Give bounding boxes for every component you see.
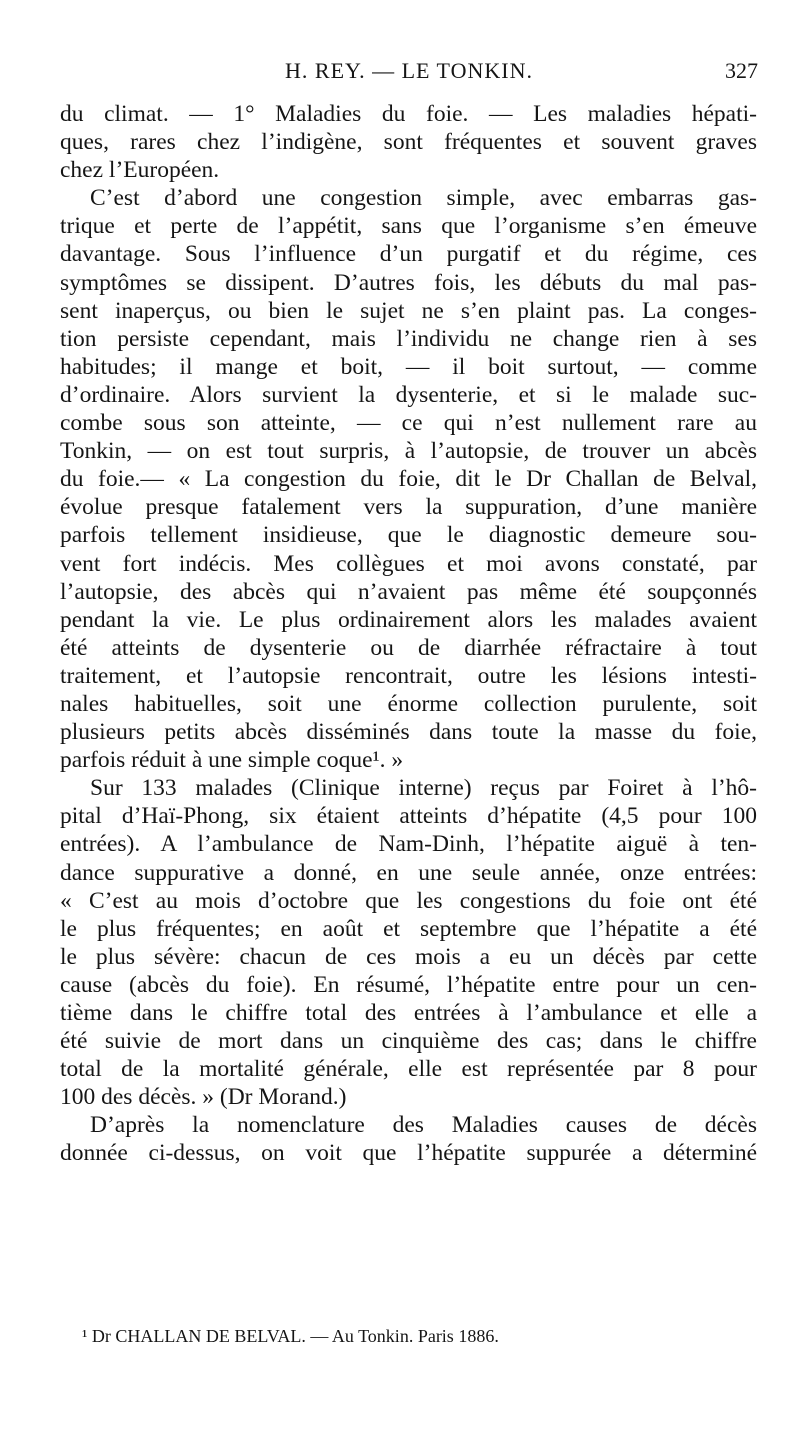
text-line: été suivie de mort dans un cinquième des cas; dans le chiffre bbox=[60, 1028, 757, 1055]
text-line: Sur 133 malades (Clinique interne) reçus par Foiret à l’hô- bbox=[90, 775, 757, 802]
text-line: du climat. — 1° Maladies du foie. — Les maladies hépati- bbox=[60, 101, 757, 127]
text-line: ques, rares chez l’indigène, sont fréquentes et souvent graves bbox=[60, 129, 757, 156]
text-line: d’ordinaire. Alors survient la dysenterie, et si le malade suc- bbox=[60, 381, 757, 408]
text-line: total de la mortalité générale, elle est représentée par 8 pour bbox=[60, 1056, 757, 1083]
body-text bbox=[60, 100, 757, 1168]
text-line: combe sous son atteinte, — ce qui n’est nullement rare au bbox=[60, 410, 757, 437]
text-line: entrées). A l’ambulance de Nam-Dinh, l’hépatite aiguë à ten- bbox=[60, 831, 757, 858]
text-line: le plus fréquentes; en août et septembre que l’hépatite a été bbox=[60, 915, 757, 942]
text-line: été atteints de dysenterie ou de diarrhée réfractaire à tout bbox=[60, 634, 757, 661]
text-line: tième dans le chiffre total des entrées à l’ambulance et elle a bbox=[60, 1000, 757, 1026]
text-line: trique et perte de l’appétit, sans que l’organisme s’en émeuve bbox=[60, 213, 757, 240]
text-line: l’autopsie, des abcès qui n’avaient pas même été soupçonnés bbox=[60, 578, 757, 605]
text-line: chez l’Européen. bbox=[60, 157, 220, 184]
text-line: dance suppurative a donné, en une seule année, onze entrées: bbox=[60, 859, 757, 886]
text-line: davantage. Sous l’influence d’un purgatif et du régime, ces bbox=[60, 241, 757, 268]
text-line: donnée ci-dessus, on voit que l’hépatite suppurée a déterminé bbox=[60, 1140, 757, 1167]
text-line: « C’est au mois d’octobre que les congestions du foie ont été bbox=[60, 887, 757, 914]
text-line: parfois tellement insidieuse, que le diagnostic demeure sou- bbox=[60, 522, 757, 549]
text-line: pital d’Haï-Phong, six étaient atteints d’hépatite (4,5 pour 100 bbox=[60, 803, 757, 830]
text-line: pendant la vie. Le plus ordinairement alors les malades avaient bbox=[60, 606, 757, 633]
text-line: traitement, et l’autopsie rencontrait, outre les lésions intesti- bbox=[60, 662, 757, 689]
text-line: parfois réduit à une simple coque¹. » bbox=[60, 747, 404, 774]
text-line: symptômes se dissipent. D’autres fois, les débuts du mal pas- bbox=[60, 269, 757, 296]
text-line: 100 des décès. » (Dr Morand.) bbox=[60, 1084, 347, 1111]
page-number: 327 bbox=[725, 58, 758, 83]
text-line: habitudes; il mange et boit, — il boit surtout, — comme bbox=[60, 353, 757, 380]
running-title: H. REY. — LE TONKIN. bbox=[285, 58, 533, 83]
text-line: tion persiste cependant, mais l’individu ne change rien à ses bbox=[60, 325, 757, 352]
text-line: nales habituelles, soit une énorme collection purulente, soit bbox=[60, 690, 757, 717]
text-line: vent fort indécis. Mes collègues et moi avons constaté, par bbox=[60, 550, 757, 577]
footnote: ¹ Dr CHALLAN DE BELVAL. — Au Tonkin. Paris 1886. bbox=[82, 1326, 499, 1346]
text-line: cause (abcès du foie). En résumé, l’hépatite entre pour un cen- bbox=[60, 971, 757, 998]
text-line: D’après la nomenclature des Maladies causes de décès bbox=[90, 1112, 757, 1139]
text-line: sent inaperçus, ou bien le sujet ne s’en plaint pas. La conges- bbox=[60, 297, 757, 324]
text-line: du foie.— « La congestion du foie, dit le Dr Challan de Belval, bbox=[60, 466, 757, 493]
text-line: Tonkin, — on est tout surpris, à l’autopsie, de trouver un abcès bbox=[60, 438, 757, 465]
text-line: évolue presque fatalement vers la suppuration, d’une manière bbox=[60, 494, 757, 521]
text-line: plusieurs petits abcès disséminés dans toute la masse du foie, bbox=[60, 719, 757, 746]
text-line: le plus sévère: chacun de ces mois a eu un décès par cette bbox=[60, 943, 757, 970]
running-head bbox=[60, 58, 758, 92]
text-line: C’est d’abord une congestion simple, avec embarras gas- bbox=[90, 185, 757, 212]
